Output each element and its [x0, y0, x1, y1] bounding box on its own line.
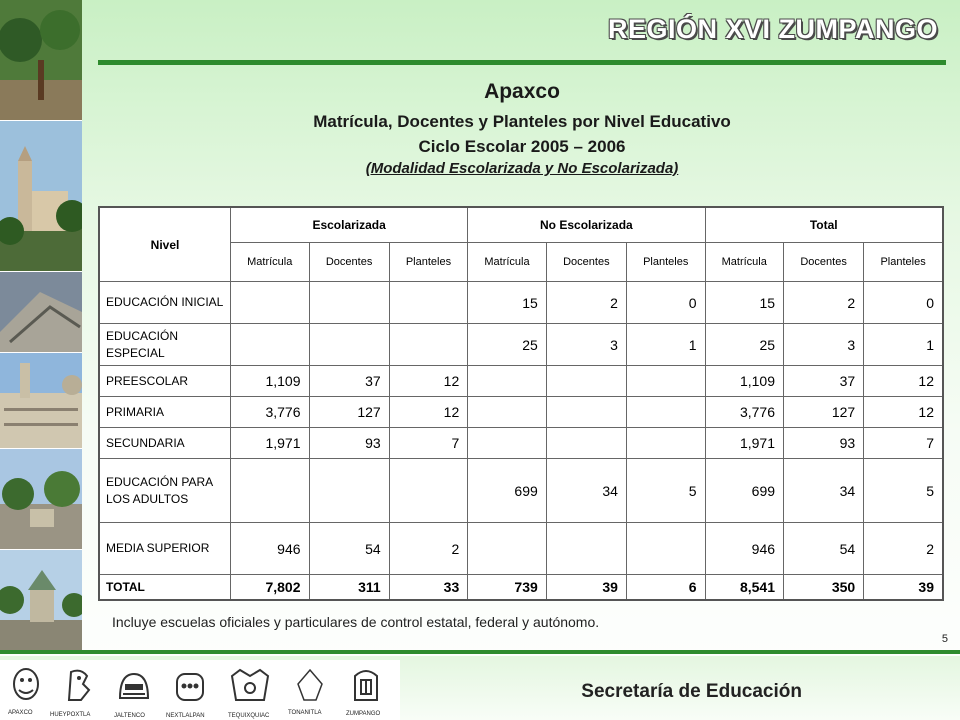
region-title: REGIÓN XVI ZUMPANGO	[607, 14, 938, 44]
table-cell: 1,971	[705, 428, 784, 459]
table-cell	[468, 428, 547, 459]
row-nivel: PRIMARIA	[99, 397, 231, 428]
subcol-planteles: Planteles	[389, 243, 468, 282]
table-cell	[546, 523, 626, 575]
table-cell	[389, 282, 468, 324]
table-row	[99, 428, 943, 459]
table-cell: 946	[705, 523, 784, 575]
table-cell: 127	[784, 397, 864, 428]
table-cell: 12	[864, 366, 943, 397]
table-cell	[309, 459, 389, 523]
school-cycle: Ciclo Escolar 2005 – 2006	[418, 137, 626, 156]
table-cell: 5	[626, 459, 705, 523]
row-nivel: MEDIA SUPERIOR	[99, 523, 231, 575]
subcol-matricula: Matrícula	[231, 243, 310, 282]
table-cell: 0	[626, 282, 705, 324]
table-cell	[309, 282, 389, 324]
subcol-planteles: Planteles	[864, 243, 943, 282]
table-row	[99, 523, 943, 575]
total-cell: 350	[784, 575, 864, 601]
total-cell: 39	[864, 575, 943, 601]
table-cell: 25	[705, 324, 784, 366]
table-cell: 93	[309, 428, 389, 459]
table-cell: 7	[864, 428, 943, 459]
table-row	[99, 459, 943, 523]
total-cell: 33	[389, 575, 468, 601]
table-cell: 54	[784, 523, 864, 575]
table-cell	[389, 459, 468, 523]
group-total: Total	[705, 207, 943, 243]
municipality-logos	[0, 660, 400, 720]
table-cell: 25	[468, 324, 547, 366]
photo-church	[0, 121, 82, 272]
tonanitla-glyph-icon	[290, 666, 330, 711]
table-cell: 0	[864, 282, 943, 324]
table-cell	[546, 428, 626, 459]
table-cell: 1,971	[231, 428, 310, 459]
photo-kiosk	[0, 550, 82, 651]
page-number: 5	[941, 633, 948, 645]
table-cell: 699	[705, 459, 784, 523]
table-cell: 3	[784, 324, 864, 366]
table-cell: 2	[864, 523, 943, 575]
table-cell: 946	[231, 523, 310, 575]
row-nivel: EDUCACIÓN INICIAL	[99, 282, 231, 324]
table-cell: 37	[309, 366, 389, 397]
table-row	[99, 324, 943, 366]
table-cell: 54	[309, 523, 389, 575]
logo-label-tonanitla: TONANITLA	[288, 710, 322, 716]
row-nivel: PREESCOLAR	[99, 366, 231, 397]
tequixquiac-glyph-icon	[228, 666, 268, 711]
total-cell: 8,541	[705, 575, 784, 601]
col-nivel: Nivel	[99, 207, 231, 282]
photo-palace	[0, 353, 82, 449]
logo-label-zumpango: ZUMPANGO	[346, 711, 381, 717]
row-nivel: SECUNDARIA	[99, 428, 231, 459]
photo-landscape	[0, 449, 82, 550]
table-cell: 2	[546, 282, 626, 324]
logo-label-nextlalpan: NEXTLALPAN	[166, 713, 205, 719]
table-cell: 127	[309, 397, 389, 428]
total-cell: 6	[626, 575, 705, 601]
group-no-escolarizada: No Escolarizada	[468, 207, 705, 243]
subcol-docentes: Docentes	[784, 243, 864, 282]
table-cell	[546, 366, 626, 397]
table-cell: 2	[389, 523, 468, 575]
total-cell: 7,802	[231, 575, 310, 601]
header-rule	[98, 60, 946, 65]
table-cell: 1	[864, 324, 943, 366]
table-cell: 3,776	[705, 397, 784, 428]
photo-strip	[0, 0, 82, 650]
hueypoxtla-glyph-icon	[58, 666, 98, 711]
table-cell: 15	[705, 282, 784, 324]
photo-ruins	[0, 272, 82, 353]
total-label: TOTAL	[99, 575, 231, 601]
table-cell	[231, 459, 310, 523]
jaltenco-glyph-icon	[114, 666, 154, 711]
table-cell: 37	[784, 366, 864, 397]
subcol-planteles: Planteles	[626, 243, 705, 282]
table-row	[99, 366, 943, 397]
table-header-row	[99, 207, 943, 243]
table-cell: 1,109	[231, 366, 310, 397]
table-cell	[309, 324, 389, 366]
table-total-row	[99, 575, 943, 601]
table-cell: 2	[784, 282, 864, 324]
logo-label-hueypoxtla: HUEYPOXTLA	[50, 712, 91, 718]
photo-plaza	[0, 0, 82, 121]
table-cell	[389, 324, 468, 366]
footer-rule	[0, 650, 960, 654]
row-nivel: EDUCACIÓN PARA LOS ADULTOS	[99, 459, 231, 523]
table-cell: 5	[864, 459, 943, 523]
row-nivel: EDUCACIÓN ESPECIAL	[99, 324, 231, 366]
table-cell: 3	[546, 324, 626, 366]
footnote: Incluye escuelas oficiales y particulares de control estatal, federal y autónomo.	[112, 614, 600, 630]
table-cell	[546, 397, 626, 428]
table-cell: 34	[784, 459, 864, 523]
table-cell	[231, 324, 310, 366]
table-title: Matrícula, Docentes y Planteles por Nivel Educativo	[313, 112, 731, 131]
table-cell	[231, 282, 310, 324]
table-cell	[626, 397, 705, 428]
table-cell: 699	[468, 459, 547, 523]
table-cell: 93	[784, 428, 864, 459]
total-cell: 739	[468, 575, 547, 601]
total-cell: 39	[546, 575, 626, 601]
table-cell	[468, 397, 547, 428]
apaxco-glyph-icon	[6, 666, 46, 711]
table-cell	[468, 366, 547, 397]
subcol-matricula: Matrícula	[468, 243, 547, 282]
table-cell: 7	[389, 428, 468, 459]
table-cell: 15	[468, 282, 547, 324]
enrollment-table	[98, 206, 944, 601]
table-cell: 34	[546, 459, 626, 523]
table-row	[99, 397, 943, 428]
table-cell	[626, 523, 705, 575]
logo-label-tequixquiac: TEQUIXQUIAC	[228, 713, 270, 719]
municipality-title: Apaxco	[484, 80, 560, 103]
subcol-docentes: Docentes	[309, 243, 389, 282]
zumpango-glyph-icon	[346, 666, 386, 711]
group-escolarizada: Escolarizada	[231, 207, 468, 243]
logo-label-apaxco: APAXCO	[8, 710, 33, 716]
table-cell	[626, 366, 705, 397]
table-cell: 1,109	[705, 366, 784, 397]
table-row	[99, 282, 943, 324]
nextlalpan-glyph-icon	[170, 666, 210, 711]
table-cell: 12	[864, 397, 943, 428]
subcol-docentes: Docentes	[546, 243, 626, 282]
table-cell: 1	[626, 324, 705, 366]
subcol-matricula: Matrícula	[705, 243, 784, 282]
logo-label-jaltenco: JALTENCO	[114, 713, 145, 719]
table-cell: 12	[389, 366, 468, 397]
table-cell	[626, 428, 705, 459]
table-cell: 3,776	[231, 397, 310, 428]
modality-note: (Modalidad Escolarizada y No Escolarizada)	[365, 160, 679, 177]
agency-name: Secretaría de Educación	[581, 681, 802, 702]
total-cell: 311	[309, 575, 389, 601]
table-cell	[468, 523, 547, 575]
table-cell: 12	[389, 397, 468, 428]
